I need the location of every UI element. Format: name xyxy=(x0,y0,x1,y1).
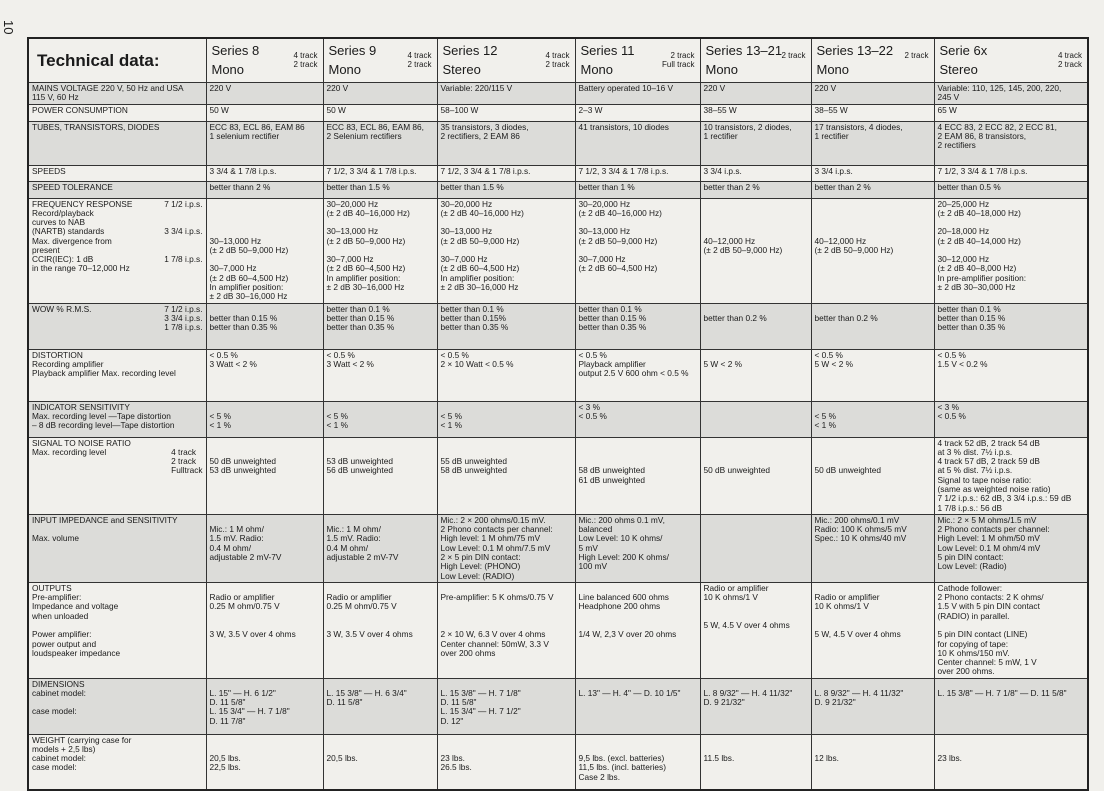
table-cell: L. 13" — H. 4" — D. 10 1/5" xyxy=(575,678,700,734)
table-title: Technical data: xyxy=(28,38,206,82)
table-cell: better than 0.2 % xyxy=(811,303,934,349)
table-cell: 50 dB unweighted xyxy=(811,437,934,514)
column-header: Serie 6x Stereo 4 track 2 track xyxy=(934,38,1088,82)
table-cell: 220 V xyxy=(700,82,811,104)
table-cell: better than 0.15 % better than 0.35 % xyxy=(206,303,323,349)
table-cell: better than 0.2 % xyxy=(700,303,811,349)
row-label: WEIGHT (carrying case for models + 2,5 lbs) cabinet model: case model: xyxy=(28,734,206,790)
table-cell: Variable: 110, 125, 145, 200, 220, 245 V xyxy=(934,82,1088,104)
row-label: TUBES, TRANSISTORS, DIODES xyxy=(28,121,206,165)
table-cell: L. 15 3/8" — H. 6 3/4" D. 11 5/8" xyxy=(323,678,437,734)
table-row xyxy=(28,165,1088,181)
table-cell: 20–25,000 Hz (± 2 dB 40–18,000 Hz) 20–18,000 Hz (± 2 dB 40–14,000 Hz) 30–12,000 Hz (± 2 dB 40–8,000 Hz) In pre-amplifier position: ± 2 dB 30–30,000 Hz xyxy=(934,198,1088,303)
table-row xyxy=(28,437,1088,514)
table-row xyxy=(28,104,1088,121)
row-label: WOW % R.M.S. 7 1/2 i.p.s. 3 3/4 i.p.s. 1 7/8 i.p.s. xyxy=(28,303,206,349)
table-row xyxy=(28,401,1088,437)
table-cell: Radio or amplifier 10 K ohms/1 V 5 W, 4.5 V over 4 ohms xyxy=(811,582,934,678)
table-cell: 4 track 52 dB, 2 track 54 dB at 3 % dist. 7½ i.p.s. 4 track 57 dB, 2 track 59 dB at 5 % dist. 7½ i.p.s. Signal to tape noise ratio: (same as weighted noise ratio) 7 1/2 i.p.s.: 62 dB, 3 3/4 i.p.s.: 59 dB 1 7/8 i.p.s.: 56 dB xyxy=(934,437,1088,514)
table-cell: 7 1/2, 3 3/4 & 1 7/8 i.p.s. xyxy=(575,165,700,181)
row-label: SPEED TOLERANCE xyxy=(28,181,206,198)
table-cell: better than 2 % xyxy=(700,181,811,198)
table-cell xyxy=(700,401,811,437)
table-cell xyxy=(700,514,811,582)
table-cell: 220 V xyxy=(323,82,437,104)
table-cell: Cathode follower: 2 Phono contacts: 2 K ohms/ 1.5 V with 5 pin DIN contact (RADIO) in parallel. 5 pin DIN contact (LINE) for copying of tape: 10 K ohms/150 mV. Center channel: 5 mW, 1 V over 200 ohms. xyxy=(934,582,1088,678)
table-cell: better than 1 % xyxy=(575,181,700,198)
table-cell: 9,5 lbs. (excl. batteries) 11,5 lbs. (incl. batteries) Case 2 lbs. xyxy=(575,734,700,790)
table-row xyxy=(28,121,1088,165)
table-cell: Mic.: 200 ohms 0.1 mV, balanced Low Level: 10 K ohms/ 5 mV High Level: 200 K ohms/ 100 mV xyxy=(575,514,700,582)
table-cell: Mic.: 1 M ohm/ 1.5 mV. Radio: 0.4 M ohm/ adjustable 2 mV-7V xyxy=(323,514,437,582)
table-cell: 5 W < 2 % xyxy=(700,349,811,401)
table-cell: Pre-amplifier: 5 K ohms/0.75 V 2 × 10 W, 6.3 V over 4 ohms Center channel: 50mW, 3.3 V over 200 ohms xyxy=(437,582,575,678)
table-cell: better than 0.1 % better than 0.15 % better than 0.35 % xyxy=(323,303,437,349)
table-cell: Battery operated 10–16 V xyxy=(575,82,700,104)
table-cell: 7 1/2, 3 3/4 & 1 7/8 i.p.s. xyxy=(323,165,437,181)
table-cell: < 3 % < 0.5 % xyxy=(575,401,700,437)
table-cell: Radio or amplifier 10 K ohms/1 V 5 W, 4.5 V over 4 ohms xyxy=(700,582,811,678)
table-cell: 3 3/4 i.p.s. xyxy=(811,165,934,181)
table-cell: Variable: 220/115 V xyxy=(437,82,575,104)
row-label: SIGNAL TO NOISE RATIO Max. recording level 4 track 2 track Fulltrack xyxy=(28,437,206,514)
table-cell: < 5 % < 1 % xyxy=(206,401,323,437)
table-cell: 40–12,000 Hz (± 2 dB 50–9,000 Hz) xyxy=(700,198,811,303)
table-cell: 20,5 lbs. 22,5 lbs. xyxy=(206,734,323,790)
table-cell: better thann 2 % xyxy=(206,181,323,198)
table-cell: 55 dB unweighted 58 dB unweighted xyxy=(437,437,575,514)
table-cell: 30–20,000 Hz (± 2 dB 40–16,000 Hz) 30–13,000 Hz (± 2 dB 50–9,000 Hz) 30–7,000 Hz (± 2 dB 60–4,500 Hz) xyxy=(575,198,700,303)
table-cell: 35 transistors, 3 diodes, 2 rectifiers, 2 EAM 86 xyxy=(437,121,575,165)
table-cell: 220 V xyxy=(811,82,934,104)
table-cell: 30–20,000 Hz (± 2 dB 40–16,000 Hz) 30–13,000 Hz (± 2 dB 50–9,000 Hz) 30–7,000 Hz (± 2 dB 60–4,500 Hz) In amplifier position: ± 2 dB 30–16,000 Hz xyxy=(437,198,575,303)
row-label: POWER CONSUMPTION xyxy=(28,104,206,121)
table-cell: < 0.5 % 1.5 V < 0.2 % xyxy=(934,349,1088,401)
table-cell: 41 transistors, 10 diodes xyxy=(575,121,700,165)
table-cell: < 0.5 % 5 W < 2 % xyxy=(811,349,934,401)
table-cell: 30–13,000 Hz (± 2 dB 50–9,000 Hz) 30–7,000 Hz (± 2 dB 60–4,500 Hz) In amplifier position: ± 2 dB 30–16,000 Hz xyxy=(206,198,323,303)
column-header: Series 8 Mono 4 track 2 track xyxy=(206,38,323,82)
table-cell: 12 lbs. xyxy=(811,734,934,790)
table-cell: 11.5 lbs. xyxy=(700,734,811,790)
table-cell: 23 lbs. 26.5 lbs. xyxy=(437,734,575,790)
column-header: Series 11 Mono 2 track Full track xyxy=(575,38,700,82)
table-cell: < 5 % < 1 % xyxy=(437,401,575,437)
table-row xyxy=(28,181,1088,198)
table-cell: 40–12,000 Hz (± 2 dB 50–9,000 Hz) xyxy=(811,198,934,303)
table-cell: < 0.5 % 2 × 10 Watt < 0.5 % xyxy=(437,349,575,401)
table-cell: 58–100 W xyxy=(437,104,575,121)
table-cell: better than 1.5 % xyxy=(437,181,575,198)
table-row xyxy=(28,198,1088,303)
table-cell: better than 0.1 % better than 0.15 % better than 0.35 % xyxy=(934,303,1088,349)
technical-data-table xyxy=(27,37,1089,791)
table-cell: Mic.: 200 ohms/0.1 mV Radio: 100 K ohms/5 mV Spec.: 10 K ohms/40 mV xyxy=(811,514,934,582)
table-cell: 7 1/2, 3 3/4 & 1 7/8 i.p.s. xyxy=(437,165,575,181)
table-row xyxy=(28,582,1088,678)
table-cell: L. 8 9/32" — H. 4 11/32" D. 9 21/32" xyxy=(700,678,811,734)
table-row xyxy=(28,82,1088,104)
table-row xyxy=(28,349,1088,401)
table-cell: Line balanced 600 ohms Headphone 200 ohms 1/4 W, 2,3 V over 20 ohms xyxy=(575,582,700,678)
table-cell: better than 2 % xyxy=(811,181,934,198)
table-cell: ECC 83, ECL 86, EAM 86 1 selenium rectifier xyxy=(206,121,323,165)
table-cell: 3 3/4 & 1 7/8 i.p.s. xyxy=(206,165,323,181)
table-cell: 58 dB unweighted 61 dB unweighted xyxy=(575,437,700,514)
table-cell: L. 15 3/8" — H. 7 1/8" — D. 11 5/8" xyxy=(934,678,1088,734)
table-cell: Mic.: 2 × 5 M ohms/1.5 mV 2 Phono contacts per channel: High Level: 1 M ohm/50 mV Low Level: 0.1 M ohm/4 mV 5 pin DIN contact: Low Level: (Radio) xyxy=(934,514,1088,582)
table-cell: Mic.: 2 × 200 ohms/0.15 mV. 2 Phono contacts per channel: High level: 1 M ohm/75 mV Low Level: 0.1 M ohm/7.5 mV 2 × 5 pin DIN contact: High Level: (PHONO) Low Level: (RADIO) xyxy=(437,514,575,582)
table-cell: 17 transistors, 4 diodes, 1 rectifier xyxy=(811,121,934,165)
table-cell: 23 lbs. xyxy=(934,734,1088,790)
row-label: FREQUENCY RESPONSE Record/playback curves to NAB (NARTB) standards Max. divergence from present CCIR(IEC): 1 dB in the range 70–12,000 Hz 7 1/2 i.p.s. 3 3/4 i.p.s. 1 7/8 i.p.s. xyxy=(28,198,206,303)
column-header: Series 9 Mono 4 track 2 track xyxy=(323,38,437,82)
table-cell: better than 1.5 % xyxy=(323,181,437,198)
table-cell: < 0.5 % Playback amplifier output 2.5 V 600 ohm < 0.5 % xyxy=(575,349,700,401)
table-cell: < 5 % < 1 % xyxy=(323,401,437,437)
table-cell: 50 W xyxy=(323,104,437,121)
row-label: SPEEDS xyxy=(28,165,206,181)
table-cell: 2–3 W xyxy=(575,104,700,121)
column-header: Series 13–22 Mono 2 track xyxy=(811,38,934,82)
page-number: 10 xyxy=(1,20,16,35)
table-row xyxy=(28,514,1088,582)
row-label: DISTORTION Recording amplifier Playback amplifier Max. recording level xyxy=(28,349,206,401)
table-cell: L. 8 9/32" — H. 4 11/32" D. 9 21/32" xyxy=(811,678,934,734)
table-cell: better than 0.5 % xyxy=(934,181,1088,198)
table-cell: L. 15" — H. 6 1/2" D. 11 5/8" L. 15 3/4" — H. 7 1/8" D. 11 7/8" xyxy=(206,678,323,734)
table-row xyxy=(28,734,1088,790)
row-label: INPUT IMPEDANCE and SENSITIVITY Max. volume xyxy=(28,514,206,582)
table-cell: Radio or amplifier 0.25 M ohm/0.75 V 3 W, 3.5 V over 4 ohms xyxy=(206,582,323,678)
table-row xyxy=(28,303,1088,349)
table-cell: 220 V xyxy=(206,82,323,104)
table-cell: 30–20,000 Hz (± 2 dB 40–16,000 Hz) 30–13,000 Hz (± 2 dB 50–9,000 Hz) 30–7,000 Hz (± 2 dB 60–4,500 Hz) In amplifier position: ± 2 dB 30–16,000 Hz xyxy=(323,198,437,303)
table-cell: < 3 % < 0.5 % xyxy=(934,401,1088,437)
row-label: DIMENSIONS cabinet model: case model: xyxy=(28,678,206,734)
table-cell: 7 1/2, 3 3/4 & 1 7/8 i.p.s. xyxy=(934,165,1088,181)
table-row xyxy=(28,678,1088,734)
table-cell: Mic.: 1 M ohm/ 1.5 mV. Radio: 0.4 M ohm/ adjustable 2 mV-7V xyxy=(206,514,323,582)
table-cell: 4 ECC 83, 2 ECC 82, 2 ECC 81, 2 EAM 86, 8 transistors, 2 rectifiers xyxy=(934,121,1088,165)
table-cell: < 5 % < 1 % xyxy=(811,401,934,437)
row-label: INDICATOR SENSITIVITY Max. recording level —Tape distortion – 8 dB recording level—Tape distortion xyxy=(28,401,206,437)
table-cell: 38–55 W xyxy=(811,104,934,121)
table-cell: 20,5 lbs. xyxy=(323,734,437,790)
table-cell: 50 dB unweighted 53 dB unweighted xyxy=(206,437,323,514)
table-cell: < 0.5 % 3 Watt < 2 % xyxy=(206,349,323,401)
table-cell: better than 0.1 % better than 0.15% better than 0.35 % xyxy=(437,303,575,349)
header-row xyxy=(28,38,1088,82)
row-label: OUTPUTS Pre-amplifier: Impedance and voltage when unloaded Power amplifier: power output and loudspeaker impedance xyxy=(28,582,206,678)
table-cell: 38–55 W xyxy=(700,104,811,121)
table-cell: 50 W xyxy=(206,104,323,121)
row-label: MAINS VOLTAGE 220 V, 50 Hz and USA 115 V, 60 Hz xyxy=(28,82,206,104)
table-cell: 50 dB unweighted xyxy=(700,437,811,514)
table-cell: 10 transistors, 2 diodes, 1 rectifier xyxy=(700,121,811,165)
table-cell: 53 dB unweighted 56 dB unweighted xyxy=(323,437,437,514)
table-cell: ECC 83, ECL 86, EAM 86, 2 Selenium rectifiers xyxy=(323,121,437,165)
column-header: Series 12 Stereo 4 track 2 track xyxy=(437,38,575,82)
table-cell: L. 15 3/8" — H. 7 1/8" D. 11 5/8" L. 15 3/4" — H. 7 1/2" D. 12" xyxy=(437,678,575,734)
table-cell: Radio or amplifier 0.25 M ohm/0.75 V 3 W, 3.5 V over 4 ohms xyxy=(323,582,437,678)
table-cell: < 0.5 % 3 Watt < 2 % xyxy=(323,349,437,401)
column-header: Series 13–21 Mono 2 track xyxy=(700,38,811,82)
table-cell: 3 3/4 i.p.s. xyxy=(700,165,811,181)
table-cell: better than 0.1 % better than 0.15 % better than 0.35 % xyxy=(575,303,700,349)
table-cell: 65 W xyxy=(934,104,1088,121)
